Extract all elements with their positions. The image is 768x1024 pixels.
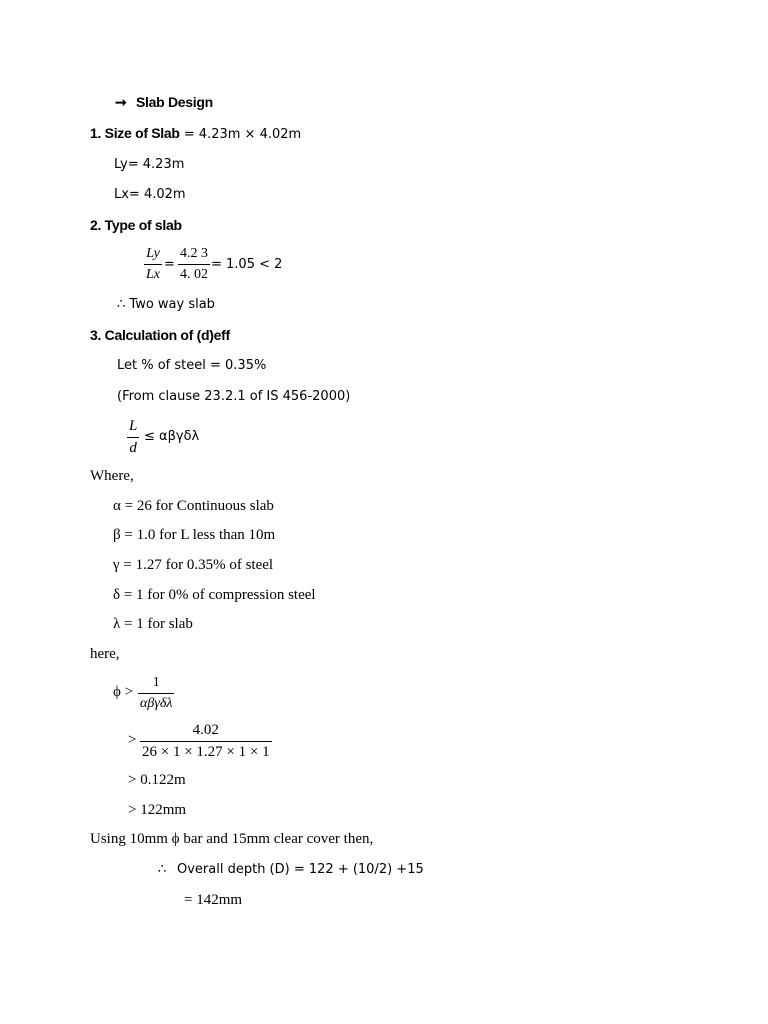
fraction-denominator: αβγδλ [138,693,174,711]
l-over-d-rhs: ≤ αβγδλ [144,429,200,444]
fraction-denominator: 26 × 1 × 1.27 × 1 × 1 [140,741,272,760]
fraction-numerator: L [129,418,138,434]
slab-type-conclusion: ∴ Two way slab [117,297,215,312]
therefore-symbol: ∴ [158,862,167,877]
overall-depth-result: = 142mm [184,892,243,908]
param-alpha: α = 26 for Continuous slab [113,498,274,514]
section-2-title: 2. Type of slab [90,217,182,233]
fraction-numerator: Ly [146,246,160,261]
where-label: Where, [90,468,134,484]
phi-lhs: ϕ > [113,684,134,700]
steel-percentage: Let % of steel = 0.35% [117,358,267,373]
ly-value: Ly= 4.23m [114,157,185,172]
fraction-numerator: 4.2 3 [180,246,208,261]
lx-value: Lx= 4.02m [114,187,186,202]
here-label: here, [90,646,120,662]
greater-than-sign: > [128,732,137,748]
param-delta: δ = 1 for 0% of compression steel [113,587,316,603]
clause-reference: (From clause 23.2.1 of IS 456-2000) [117,389,351,404]
ratio-fraction [178,247,210,282]
param-beta: β = 1.0 for L less than 10m [113,527,276,543]
result-meters: > 0.122m [128,772,186,788]
section-1 [90,126,301,142]
param-lambda: λ = 1 for slab [113,616,193,632]
overall-depth-formula: Overall depth (D) = 122 + (10/2) +15 [177,862,424,877]
ratio-result: = 1.05 < 2 [211,257,283,272]
ly-lx-fraction [144,247,162,282]
section-1-value: = 4.23m × 4.02m [179,127,302,142]
fraction-numerator: 4.02 [192,722,219,738]
equals-sign: = [164,257,175,272]
fraction-denominator: 4. 02 [178,264,210,282]
l-over-d-fraction [127,419,139,456]
arrow-icon: ➞ [115,94,127,110]
calculation-fraction [140,723,272,760]
fraction-numerator: 1 [152,675,160,690]
page-title: Slab Design [136,94,213,110]
section-1-title: 1. Size of Slab [90,125,180,141]
result-millimeters: > 122mm [128,802,187,818]
section-3-title: 3. Calculation of (d)eff [90,327,230,343]
bar-cover-statement: Using 10mm ϕ bar and 15mm clear cover then, [90,831,374,847]
fraction-denominator: d [127,437,139,456]
param-gamma: γ = 1.27 for 0.35% of steel [113,557,274,573]
fraction-denominator: Lx [144,264,162,282]
phi-fraction [138,676,174,711]
